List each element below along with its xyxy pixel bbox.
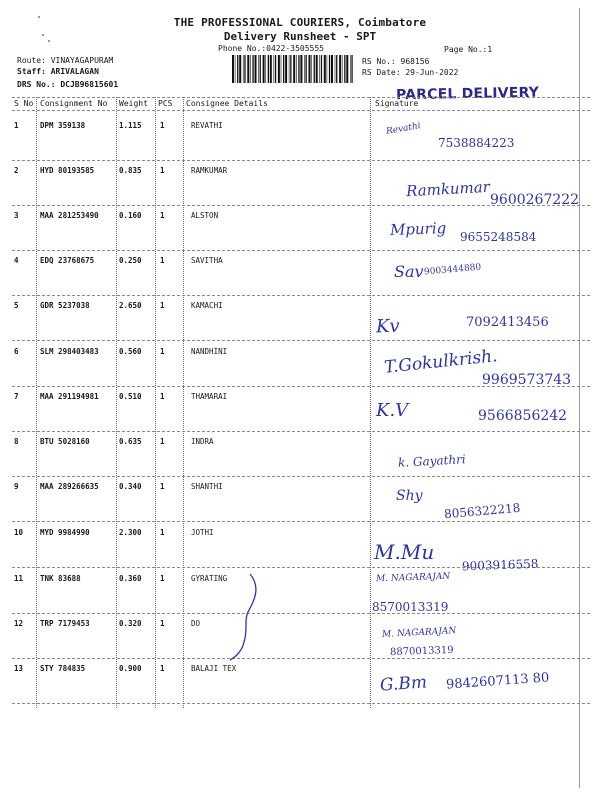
consignee-cell: SHANTHI [191, 482, 223, 491]
col-divider [183, 97, 184, 708]
signature-name: T.Gokulkrish. [383, 346, 499, 378]
weight-cell: 1.115 [119, 121, 142, 130]
pcs-cell: 1 [160, 347, 165, 356]
weight-cell: 0.635 [119, 437, 142, 446]
weight-cell: 0.560 [119, 347, 142, 356]
pcs-cell: 1 [160, 121, 165, 130]
page-number: Page No.:1 [444, 45, 493, 54]
signature-name: Shy [396, 488, 423, 504]
row-divider [12, 613, 590, 614]
pcs-cell: 1 [160, 256, 165, 265]
signature-phone: 9842607113 80 [445, 670, 550, 693]
pcs-cell: 1 [160, 574, 165, 583]
pcs-cell: 1 [160, 301, 165, 310]
consignee-cell: DO [191, 619, 201, 628]
weight-cell: 0.835 [119, 166, 142, 175]
col-divider [116, 97, 117, 708]
signature-name: G.Bm [379, 672, 428, 696]
company-title: THE PROFESSIONAL COURIERS, Coimbatore [173, 16, 427, 29]
sno-cell: 8 [14, 437, 19, 446]
row-divider [12, 476, 590, 477]
sno-cell: 2 [14, 166, 19, 175]
col-divider [370, 97, 371, 708]
sno-cell: 1 [14, 121, 19, 130]
consignee-cell: THAMARAI [191, 392, 228, 401]
consignee-cell: KAMACHI [191, 301, 223, 310]
row-divider [12, 658, 590, 659]
parcel-delivery-stamp: PARCEL DELIVERY [395, 84, 540, 104]
signature-name: Revathi [385, 121, 422, 137]
weight-cell: 0.160 [119, 211, 142, 220]
signature-phone: 7538884223 [438, 136, 515, 150]
weight-cell: 2.300 [119, 528, 142, 537]
consignment-no-cell: MYD 9984990 [40, 528, 90, 537]
pcs-cell: 1 [160, 664, 165, 673]
signature-name: M. NAGARAJAN [381, 626, 457, 640]
col-header-consignee: Consignee Details [186, 99, 268, 108]
sno-cell: 4 [14, 256, 19, 265]
row-divider [12, 340, 590, 341]
row-divider [12, 295, 590, 296]
signature-phone: 9600267222 [490, 192, 580, 208]
consignee-cell: GYRATING [191, 574, 228, 583]
sno-cell: 9 [14, 482, 19, 491]
consignee-cell: SAVITHA [191, 256, 223, 265]
consignment-no-cell: BTU 5028160 [40, 437, 90, 446]
consignee-cell: BALAJI TEX [191, 664, 237, 673]
pcs-cell: 1 [160, 528, 165, 537]
consignee-cell: JOTHI [191, 528, 214, 537]
sno-cell: 5 [14, 301, 19, 310]
sno-cell: 12 [14, 619, 24, 628]
consignment-no-cell: GDR 5237038 [40, 301, 90, 310]
pcs-cell: 1 [160, 211, 165, 220]
page-edge-line [579, 8, 580, 788]
col-divider [36, 97, 37, 708]
signature-phone: 9003916558 [461, 556, 539, 574]
sno-cell: 13 [14, 664, 24, 673]
signature-name: Kv [375, 315, 400, 338]
header-top-rule [12, 97, 590, 98]
signature-phone: 8570013319 [372, 600, 449, 614]
rs-date: RS Date: 29-Jun-2022 [362, 68, 459, 77]
row-divider [12, 250, 590, 251]
consignee-cell: NANDHINI [191, 347, 228, 356]
signature-name: Ramkumar [405, 177, 491, 201]
pcs-cell: 1 [160, 482, 165, 491]
signature-name: k. Gayathri [397, 452, 467, 470]
signature-phone: 9969573743 [482, 372, 572, 388]
signature-phone: 8056322218 [443, 500, 521, 522]
consignee-cell: ALSTON [191, 211, 219, 220]
pcs-cell: 1 [160, 392, 165, 401]
signature-name: M. NAGARAJAN [375, 571, 451, 585]
weight-cell: 0.320 [119, 619, 142, 628]
col-header-consignment: Consignment No [40, 99, 108, 108]
phone-number: Phone No.:0422-3505555 [218, 44, 324, 53]
route-label: Route: VINAYAGAPURAM [17, 56, 114, 65]
row-divider [12, 521, 590, 522]
consignment-no-cell: MAA 281253490 [40, 211, 99, 220]
sno-cell: 10 [14, 528, 24, 537]
col-header-weight: Weight [119, 99, 148, 108]
staff-label: Staff: ARIVALAGAN [17, 67, 99, 76]
signature-phone: 9566856242 [478, 408, 568, 424]
consignee-cell: INDRA [191, 437, 214, 446]
signature-phone: 9003444880 [423, 262, 482, 278]
weight-cell: 0.900 [119, 664, 142, 673]
consignment-no-cell: EDQ 23768675 [40, 256, 95, 265]
pcs-cell: 1 [160, 166, 165, 175]
consignment-no-cell: DPM 359138 [40, 121, 86, 130]
col-header-signature: Signature [375, 99, 419, 108]
consignment-no-cell: MAA 291194981 [40, 392, 99, 401]
weight-cell: 0.340 [119, 482, 142, 491]
sno-cell: 6 [14, 347, 19, 356]
weight-cell: 2.650 [119, 301, 142, 310]
row-divider [12, 160, 590, 161]
signature-name: M.Mu [374, 540, 435, 564]
sno-cell: 7 [14, 392, 19, 401]
row-divider [12, 703, 590, 704]
weight-cell: 0.510 [119, 392, 142, 401]
consignee-cell: REVATHI [191, 121, 223, 130]
consignment-no-cell: MAA 289266635 [40, 482, 99, 491]
col-divider [155, 97, 156, 708]
runsheet-title: Delivery Runsheet - SPT [223, 30, 377, 43]
consignment-no-cell: TRP 7179453 [40, 619, 90, 628]
signature-phone: 7092413456 [466, 315, 549, 330]
rs-number: RS No.: 968156 [362, 57, 430, 66]
col-header-sno: S No [14, 99, 34, 108]
pcs-cell: 1 [160, 619, 165, 628]
barcode-image [232, 55, 354, 83]
signature-name: Mpurig [389, 219, 447, 239]
drs-number: DRS No.: DCJB96815601 [17, 80, 119, 89]
consignment-no-cell: TNK 83688 [40, 574, 81, 583]
consignment-no-cell: STY 784835 [40, 664, 86, 673]
consignment-no-cell: SLM 298403483 [40, 347, 99, 356]
signature-name: K.V [376, 400, 409, 421]
consignment-no-cell: HYD 80193585 [40, 166, 95, 175]
consignee-cell: RAMKUMAR [191, 166, 228, 175]
col-header-pcs: PCS [158, 99, 173, 108]
signature-phone: 8870013319 [389, 644, 454, 659]
sno-cell: 11 [14, 574, 24, 583]
weight-cell: 0.250 [119, 256, 142, 265]
signature-phone: 9655248584 [460, 230, 537, 244]
row-divider [12, 431, 590, 432]
weight-cell: 0.360 [119, 574, 142, 583]
pen-stroke [226, 572, 266, 662]
signature-name: Sav [394, 262, 424, 281]
sno-cell: 3 [14, 211, 19, 220]
pcs-cell: 1 [160, 437, 165, 446]
header-bottom-rule [12, 110, 590, 111]
